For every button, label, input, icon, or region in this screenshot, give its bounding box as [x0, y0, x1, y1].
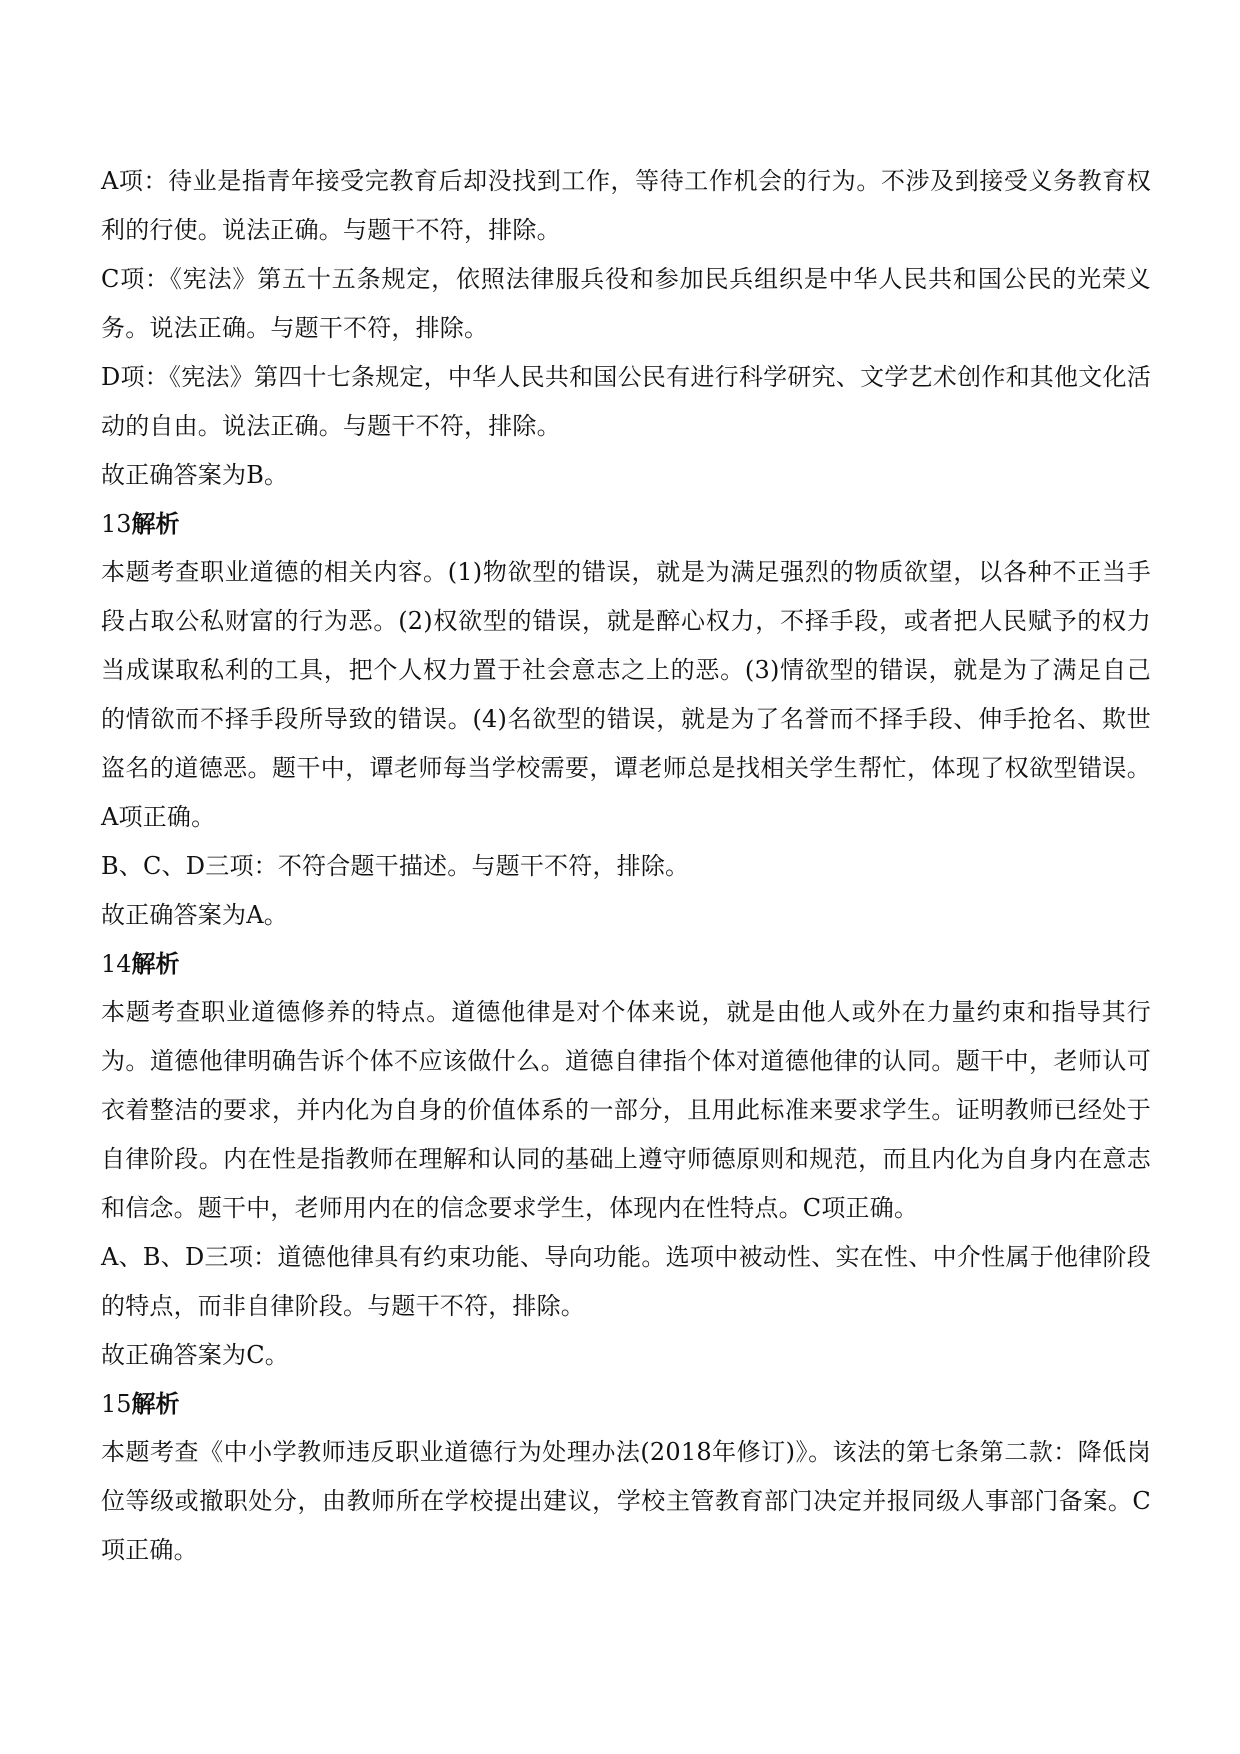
- q12-option-d-text: D项：《宪法》第四十七条规定，中华人民共和国公民有进行科学研究、文学艺术创作和其他文化活动的自由。说法正确。与题干不符，排除。: [101, 363, 1151, 440]
- q12-option-c-text: C项：《宪法》第五十五条规定，依照法律服兵役和参加民兵组织是中华人民共和国公民的光荣义务。说法正确。与题干不符，排除。: [101, 265, 1151, 342]
- q13-label: 解析: [131, 510, 180, 538]
- q13-heading: [101, 500, 1151, 548]
- q15-heading: [101, 1380, 1151, 1428]
- q13-explanation: 本题考查职业道德的相关内容。(1)物欲型的错误，就是为满足强烈的物质欲望，以各种不正当手段占取公私财富的行为恶。(2)权欲型的错误，就是醉心权力，不择手段，或者把人民赋予的权力当成谋取私利的工具，把个人权力置于社会意志之上的恶。(3)情欲型的错误，就是为了满足自己的情欲而不择手段所导致的错误。(4)名欲型的错误，就是为了名誉而不择手段、伸手抢名、欺世盗名的道德恶。题干中，谭老师每当学校需要，谭老师总是找相关学生帮忙，体现了权欲型错误。A项正确。: [101, 558, 1151, 831]
- q13-options-text: B、C、D三项：不符合题干描述。与题干不符，排除。: [101, 852, 690, 880]
- q12-option-a-text: A项：待业是指青年接受完教育后却没找到工作，等待工作机会的行为。不涉及到接受义务教育权利的行使。说法正确。与题干不符，排除。: [101, 167, 1151, 244]
- q15-number: 15: [101, 1390, 132, 1418]
- q14-options-text: A、B、D三项：道德他律具有约束功能、导向功能。选项中被动性、实在性、中介性属于他律阶段的特点，而非自律阶段。与题干不符，排除。: [101, 1243, 1151, 1320]
- q14-heading: [101, 940, 1151, 988]
- document-page: [101, 157, 1151, 1575]
- q14-answer: 故正确答案为C。: [101, 1341, 289, 1369]
- q13-answer: 故正确答案为A。: [101, 901, 288, 929]
- q12-answer: 故正确答案为B。: [101, 461, 289, 489]
- q14-label: 解析: [131, 950, 180, 978]
- q14-explanation: 本题考查职业道德修养的特点。道德他律是对个体来说，就是由他人或外在力量约束和指导其行为。道德他律明确告诉个体不应该做什么。道德自律指个体对道德他律的认同。题干中，老师认可衣着整洁的要求，并内化为自身的价值体系的一部分，且用此标准来要求学生。证明教师已经处于自律阶段。内在性是指教师在理解和认同的基础上遵守师德原则和规范，而且内化为自身内在意志和信念。题干中，老师用内在的信念要求学生，体现内在性特点。C项正确。: [101, 998, 1151, 1222]
- q15-label: 解析: [131, 1390, 180, 1418]
- q15-explanation: 本题考查《中小学教师违反职业道德行为处理办法(2018年修订)》。该法的第七条第二款：降低岗位等级或撤职处分，由教师所在学校提出建议，学校主管教育部门决定并报同级人事部门备案。C项正确。: [101, 1438, 1151, 1564]
- q13-number: 13: [101, 510, 132, 538]
- q14-number: 14: [101, 950, 132, 978]
